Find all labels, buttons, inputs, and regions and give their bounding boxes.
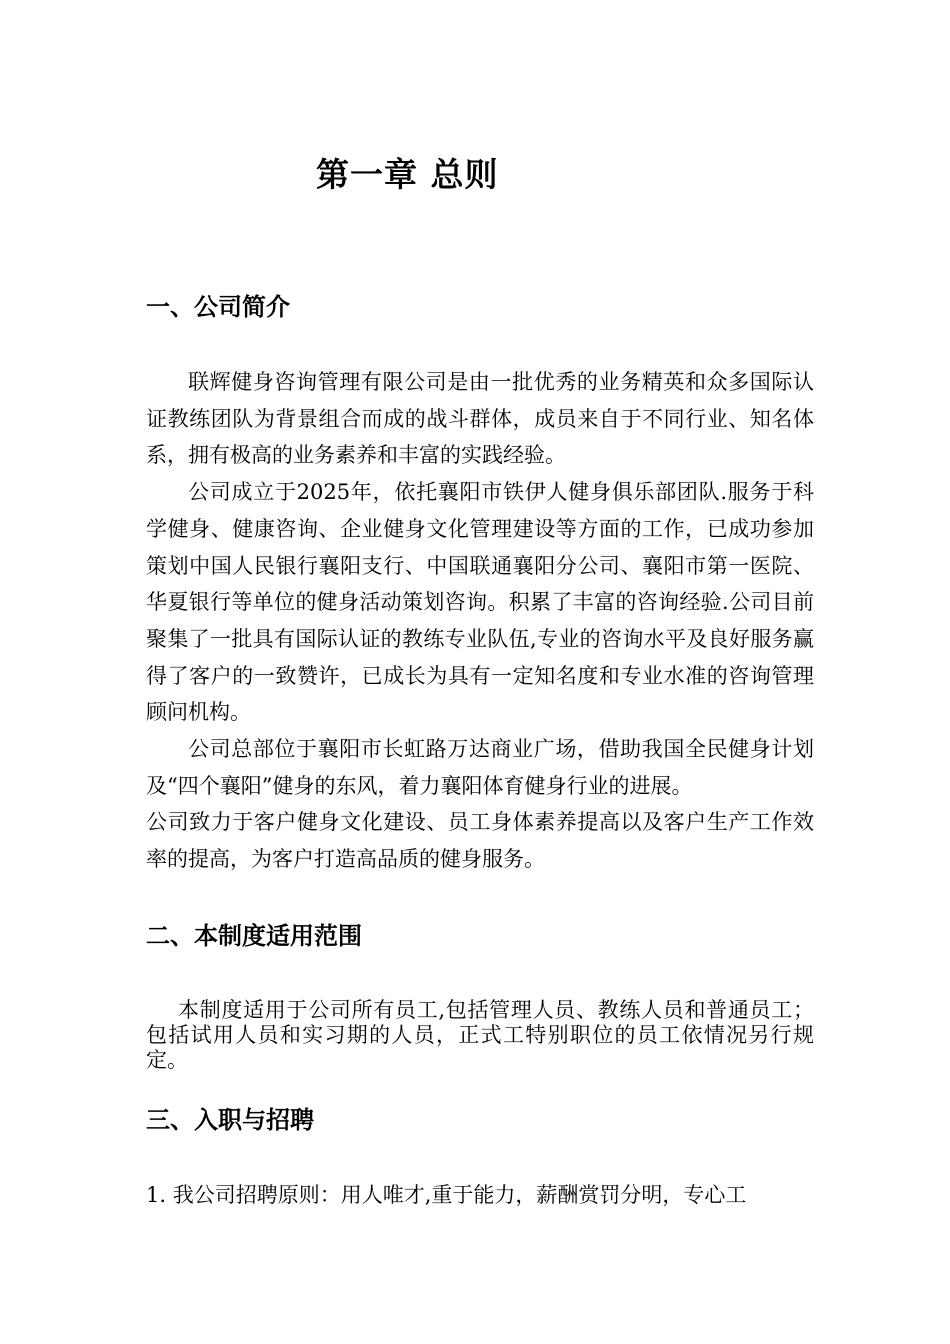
section-heading-company-intro: 一、公司简介 [146, 293, 290, 321]
scope-body: 本制度适用于公司所有员工,包括管理人员、教练人员和普通员工；包括试用人员和实习期的人员，正式工特别职位的员工依情况另行规定。 [146, 998, 814, 1072]
section-heading-scope: 二、本制度适用范围 [146, 922, 362, 950]
intro-paragraph: 公司成立于2025年，依托襄阳市铁伊人健身俱乐部团队.服务于科学健身、健康咨询、企业健身文化管理建设等方面的工作，已成功参加策划中国人民银行襄阳支行、中国联通襄阳分公司、襄阳市第一医院、华夏银行等单位的健身活动策划咨询。积累了丰富的咨询经验.公司目前聚集了一批具有国际认证的教练专业队伍,专业的咨询水平及良好服务赢得了客户的一致赞许，已成长为具有一定知名度和专业水准的咨询管理顾问机构。 [146, 480, 814, 725]
recruitment-item: 1. 我公司招聘原则：用人唯才,重于能力，薪酬赏罚分明，专心工 [146, 1183, 747, 1207]
chapter-title: 第一章 总则 [316, 155, 499, 194]
intro-paragraph: 公司致力于客户健身文化建设、员工身体素养提高以及客户生产工作效率的提高，为客户打造高品质的健身服务。 [146, 810, 814, 872]
section-heading-recruitment: 三、入职与招聘 [146, 1106, 314, 1134]
company-intro-body [146, 364, 814, 878]
intro-paragraph: 联辉健身咨询管理有限公司是由一批优秀的业务精英和众多国际认证教练团队为背景组合而成的战斗群体，成员来自于不同行业、知名体系，拥有极高的业务素养和丰富的实践经验。 [146, 370, 814, 468]
intro-paragraph: 公司总部位于襄阳市长虹路万达商业广场，借助我国全民健身计划及“四个襄阳”健身的东风，着力襄阳体育健身行业的进展。 [146, 737, 814, 798]
